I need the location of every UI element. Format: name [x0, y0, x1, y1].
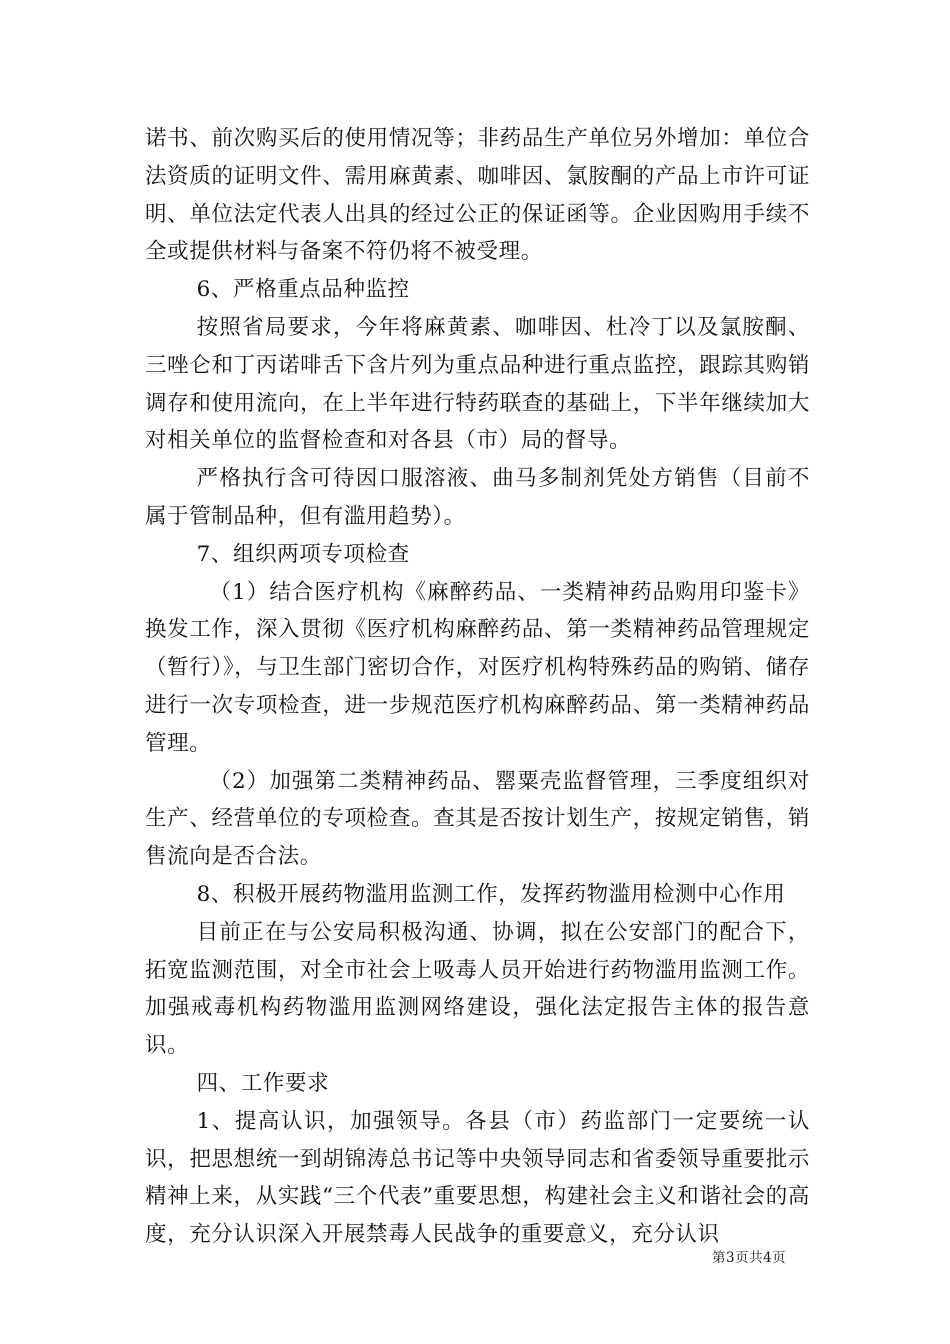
- section-heading-8: 8、积极开展药物滥用监测工作，发挥药物滥用检测中心作用: [196, 881, 786, 907]
- document-body: [145, 120, 810, 1254]
- paragraph-continuation: 诺书、前次购买后的使用情况等；非药品生产单位另外增加：单位合法资质的证明文件、需用麻黄素、咖啡因、氯胺酮的产品上市许可证明、单位法定代表人出具的经过公正的保证函等。企业因购用手续不全或提供材料与备案不符仍将不被受理。: [145, 126, 810, 265]
- page-number: 第3页共4页: [712, 1250, 787, 1266]
- paragraph-item-1: （1）结合医疗机构《麻醉药品、一类精神药品购用印鉴卡》换发工作，深入贯彻《医疗机构麻醉药品、第一类精神药品管理规定（暂行）》，与卫生部门密切合作，对医疗机构特殊药品的购销、储存进行一次专项检查，进一步规范医疗机构麻醉药品、第一类精神药品管理。: [145, 579, 810, 756]
- paragraph-key-varieties: 按照省局要求，今年将麻黄素、咖啡因、杜冷丁以及氯胺酮、三唑仑和丁丙诺啡舌下含片列为重点品种进行重点监控，跟踪其购销调存和使用流向，在上半年进行特药联查的基础上，下半年继续加大对相关单位的监督检查和对各县（市）局的督导。: [145, 314, 810, 454]
- paragraph-item-2: （2）加强第二类精神药品、罂粟壳监督管理，三季度组织对生产、经营单位的专项检查。查其是否按计划生产，按规定销售，销售流向是否合法。: [145, 768, 810, 870]
- paragraph-monitoring: 目前正在与公安局积极沟通、协调，拟在公安部门的配合下，拓宽监测范围，对全市社会上吸毒人员开始进行药物滥用监测工作。加强戒毒机构药物滥用监测网络建设，强化法定报告主体的报告意识。: [145, 919, 810, 1059]
- paragraph-requirement-1: 1、提高认识，加强领导。各县（市）药监部门一定要统一认识，把思想统一到胡锦涛总书记等中央领导同志和省委领导重要批示精神上来，从实践“三个代表”重要思想，构建社会主义和谐社会的高度，充分认识深入开展禁毒人民战争的重要意义，充分认识: [145, 1108, 810, 1248]
- section-heading-4: 四、工作要求: [196, 1070, 330, 1096]
- section-heading-6: 6、严格重点品种监控: [196, 277, 410, 303]
- section-heading-7: 7、组织两项专项检查: [196, 541, 410, 567]
- paragraph-prescription-sales: 严格执行含可待因口服溶液、曲马多制剂凭处方销售（目前不属于管制品种，但有滥用趋势）。: [145, 466, 810, 529]
